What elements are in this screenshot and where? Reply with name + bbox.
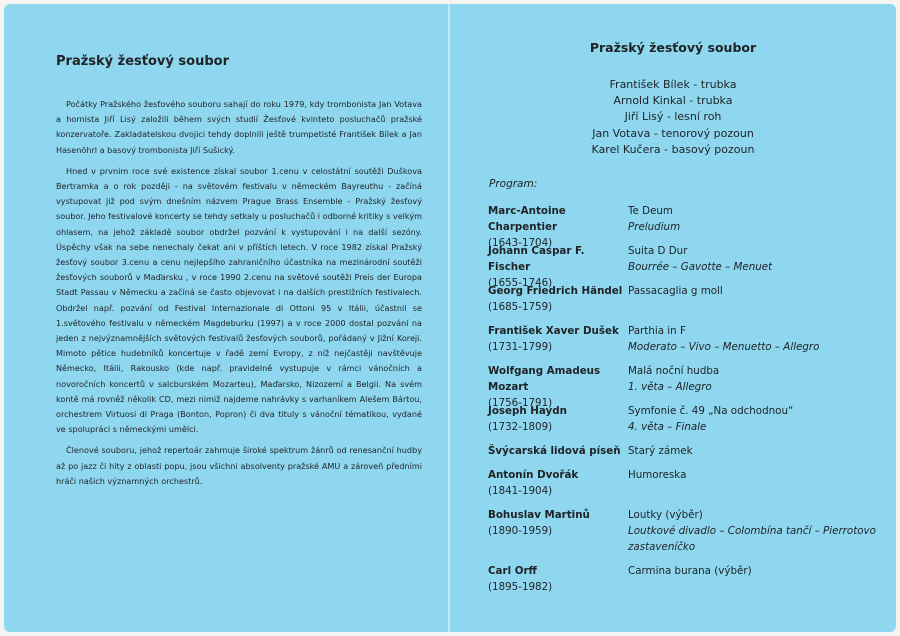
work-title: Suita D Dur (628, 245, 688, 258)
program-item (488, 508, 878, 564)
work-title: Te Deum (628, 205, 673, 218)
composer-years: (1841-1904) (488, 484, 553, 497)
composer-years: (1685-1759) (488, 300, 553, 313)
composer-name: Wolfgang Amadeus Mozart (488, 365, 601, 393)
member-item: Jiří Lisý - lesní roh (624, 110, 722, 124)
work-title: Starý zámek (628, 445, 693, 458)
work-movements: Preludium (628, 220, 681, 233)
work-movements: Loutkové divadlo – Colombína tančí – Pierrotovo zastaveníčko (628, 524, 876, 553)
composer-name: Joseph Haydn (488, 405, 567, 418)
composer-years: (1732-1809) (488, 420, 553, 433)
program-item (488, 468, 878, 508)
member-item: Jan Votava - tenorový pozoun (592, 126, 754, 140)
program-list (468, 204, 878, 598)
right-page (468, 40, 878, 598)
composer-years: (1756-1791) (488, 396, 553, 409)
composer-name: Bohuslav Martinů (488, 509, 590, 522)
center-fold (448, 4, 450, 632)
member-item: Arnold Kinkal - trubka (613, 94, 733, 108)
work-movements: Bourrée – Gavotte – Menuet (628, 260, 773, 273)
work-title: Humoreska (628, 469, 687, 482)
program-item (488, 364, 878, 409)
program-label: Program: (489, 178, 538, 191)
work-title: Malá noční hudba (628, 365, 720, 378)
history-paragraph: Členové souboru, jehož repertoár zahrnuje široké spektrum žánrů od renesanční hudby až po jazz či hity z oblasti popu, jsou všichni absolventy pražské AMU a zároveň předními hráči našich významných orchestrů. (56, 445, 422, 486)
work-title: Parthia in F (628, 325, 686, 338)
composer-name: Johann Caspar F. Fischer (488, 245, 585, 273)
work-title: Loutky (výběr) (628, 509, 703, 522)
composer-name: Švýcarská lidová píseň (488, 445, 621, 458)
program-item (488, 244, 878, 289)
member-item: František Bílek - trubka (609, 78, 737, 91)
program-item (488, 204, 878, 249)
program-item (488, 324, 878, 364)
composer-years: (1643-1704) (488, 236, 553, 249)
composer-name: Marc-Antoine Charpentier (488, 205, 566, 233)
work-movements: Moderato – Vivo – Menuetto – Allegro (628, 340, 820, 353)
left-page (56, 54, 422, 495)
program-item (488, 444, 878, 468)
history-paragraph: Hned v prvním roce své existence získal soubor 1.cenu v celostátní soutěži Duškova Bertramka a o rok později - na světovém festivalu v německém Bayreuthu - začíná vystupovat již pod svým dnešním názvem Prague Brass Ensemble - Pražský žesťový soubor. Jeho festivalové koncerty se tehdy setkaly u posluchačů i odborné kritiky s velkým ohlasem, na jehož základě soubor obdržel pozvání k vystupování i na další sezóny. Úspěchy však na sebe nenechaly čekat ani v příštích letech. V roce 1982 získal Pražský žesťový soubor 3.cenu a cenu nejlepšího zahraničního účastníka na mezinárodní soutěži žesťových souborů v Maďarsku , v roce 1990 2.cenu na světové soutěži Preis der Europa Stadt Passau v Německu a začíná se často objevovat i na dalších prestižních festivalech. Obdržel např. pozvání od Festival Internazionale di Ottoni 95 v Itálii, účastnil se 1.světového festivalu v německém Magdeburku (1997) a v roce 2000 dostal pozvání na jeden z nejvýznamnějších světových festivalů žesťových souborů, pořádaný v Jižní Koreji. Mimoto pětice hudebníků koncertuje v řadě zemí Evropy, z níž nejčastěji navštěvuje Německo, Itálii, Rakousko (kde např. pravidelně vystupuje v rámci vánočních a novoročních koncertů v salcburském Mozarteu), Maďarsko, Nizozemí a Belgii. Na svém kontě má rovněž několik CD, mezi nimiž najdeme nahrávky s varhaníkem Alešem Bártou, orchestrem Virtuosi di Praga (Bonton, Popron) či dva tituly s vánoční tématikou, vydané ve spolupráci s německými umělci. (56, 165, 422, 435)
work-title: Passacaglia g moll (628, 285, 723, 298)
program-item (488, 404, 878, 444)
program-item (488, 284, 878, 324)
composer-name: Georg Friedrich Händel (488, 285, 623, 298)
composer-name: Antonín Dvořák (488, 469, 579, 482)
work-movements: 4. věta – Finale (628, 420, 707, 433)
member-list (468, 77, 878, 158)
member-item: Karel Kučera - basový pozoun (591, 142, 755, 156)
left-page-title: Pražský žesťový soubor (56, 54, 229, 69)
composer-years: (1731-1799) (488, 340, 553, 353)
program-item (488, 564, 878, 598)
right-page-title: Pražský žesťový soubor (589, 40, 757, 55)
composer-name: Carl Orff (488, 565, 537, 578)
history-paragraph: Počátky Pražského žesťového souboru sahají do roku 1979, kdy trombonista Jan Votava a hornista Jiří Lisý založili během svých studií Žesťové kvinteto posluchačů pražské konzervatoře. Zakladatelskou dvojici tehdy doplnili ještě trumpetisté František Bílek a Jan Hasenöhrl a basový trombonista Jiří Sušický. (56, 99, 422, 155)
work-title: Symfonie č. 49 „Na odchodnou“ (628, 405, 794, 418)
composer-name: František Xaver Dušek (488, 325, 619, 338)
work-title: Carmina burana (výběr) (628, 565, 752, 578)
composer-years: (1890-1959) (488, 524, 553, 537)
work-movements: 1. věta – Allegro (628, 380, 712, 393)
composer-years: (1655-1746) (488, 276, 553, 289)
composer-years: (1895-1982) (488, 580, 553, 593)
